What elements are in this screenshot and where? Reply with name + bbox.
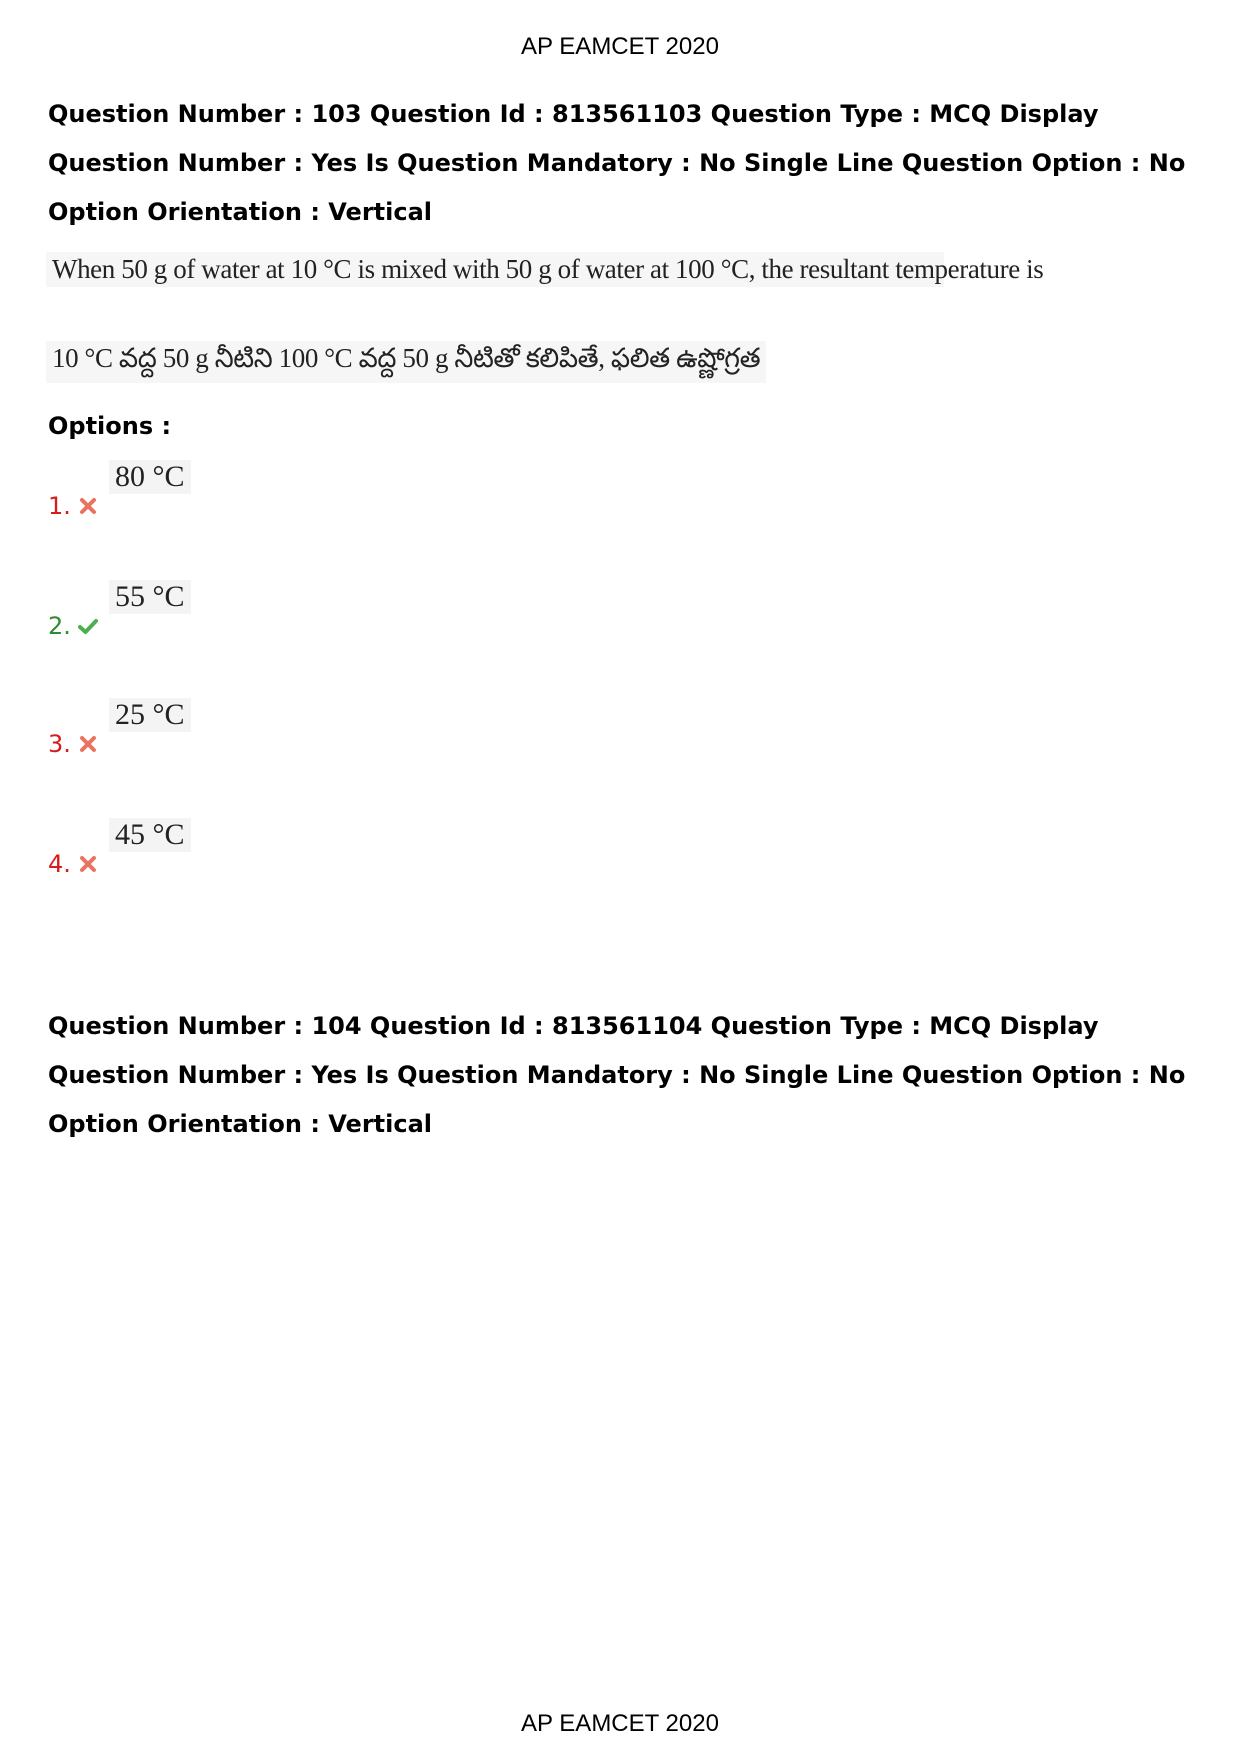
option-value: 25 °C (109, 698, 191, 732)
question-103-meta: Question Number : 103 Question Id : 813561103 Question Type : MCQ Display Question Number : Yes Is Question Mandatory : No Single Line Question Option : No Option Orientation : Vertical (48, 100, 1186, 226)
check-icon (78, 616, 98, 636)
cross-icon (78, 854, 98, 874)
option-number: 3. (48, 730, 71, 758)
option-value: 45 °C (109, 818, 191, 852)
cross-icon (78, 734, 98, 754)
option-number: 4. (48, 850, 71, 878)
question-103-text-english: When 50 g of water at 10 °C is mixed with 50 g of water at 100 °C, the resultant temperature is (46, 252, 944, 287)
cross-icon (78, 496, 98, 516)
option-value: 80 °C (109, 460, 191, 494)
option-value: 55 °C (109, 580, 191, 614)
page-header: AP EAMCET 2020 (521, 33, 719, 60)
options-label: Options : (48, 412, 172, 440)
option-number: 1. (48, 492, 71, 520)
option-number: 2. (48, 612, 71, 640)
option-4 (48, 818, 448, 878)
question-104-meta: Question Number : 104 Question Id : 813561104 Question Type : MCQ Display Question Number : Yes Is Question Mandatory : No Single Line Question Option : No Option Orientation : Vertical (48, 1012, 1186, 1138)
option-3 (48, 698, 448, 758)
page-footer: AP EAMCET 2020 (521, 1710, 719, 1737)
option-1 (48, 460, 448, 520)
question-103-text-telugu: 10 °C వద్ద 50 g నీటిని 100 °C వద్ద 50 g నీటితో కలిపితే, ఫలిత ఉష్ణోగ్రత (46, 341, 766, 383)
option-2 (48, 580, 448, 640)
